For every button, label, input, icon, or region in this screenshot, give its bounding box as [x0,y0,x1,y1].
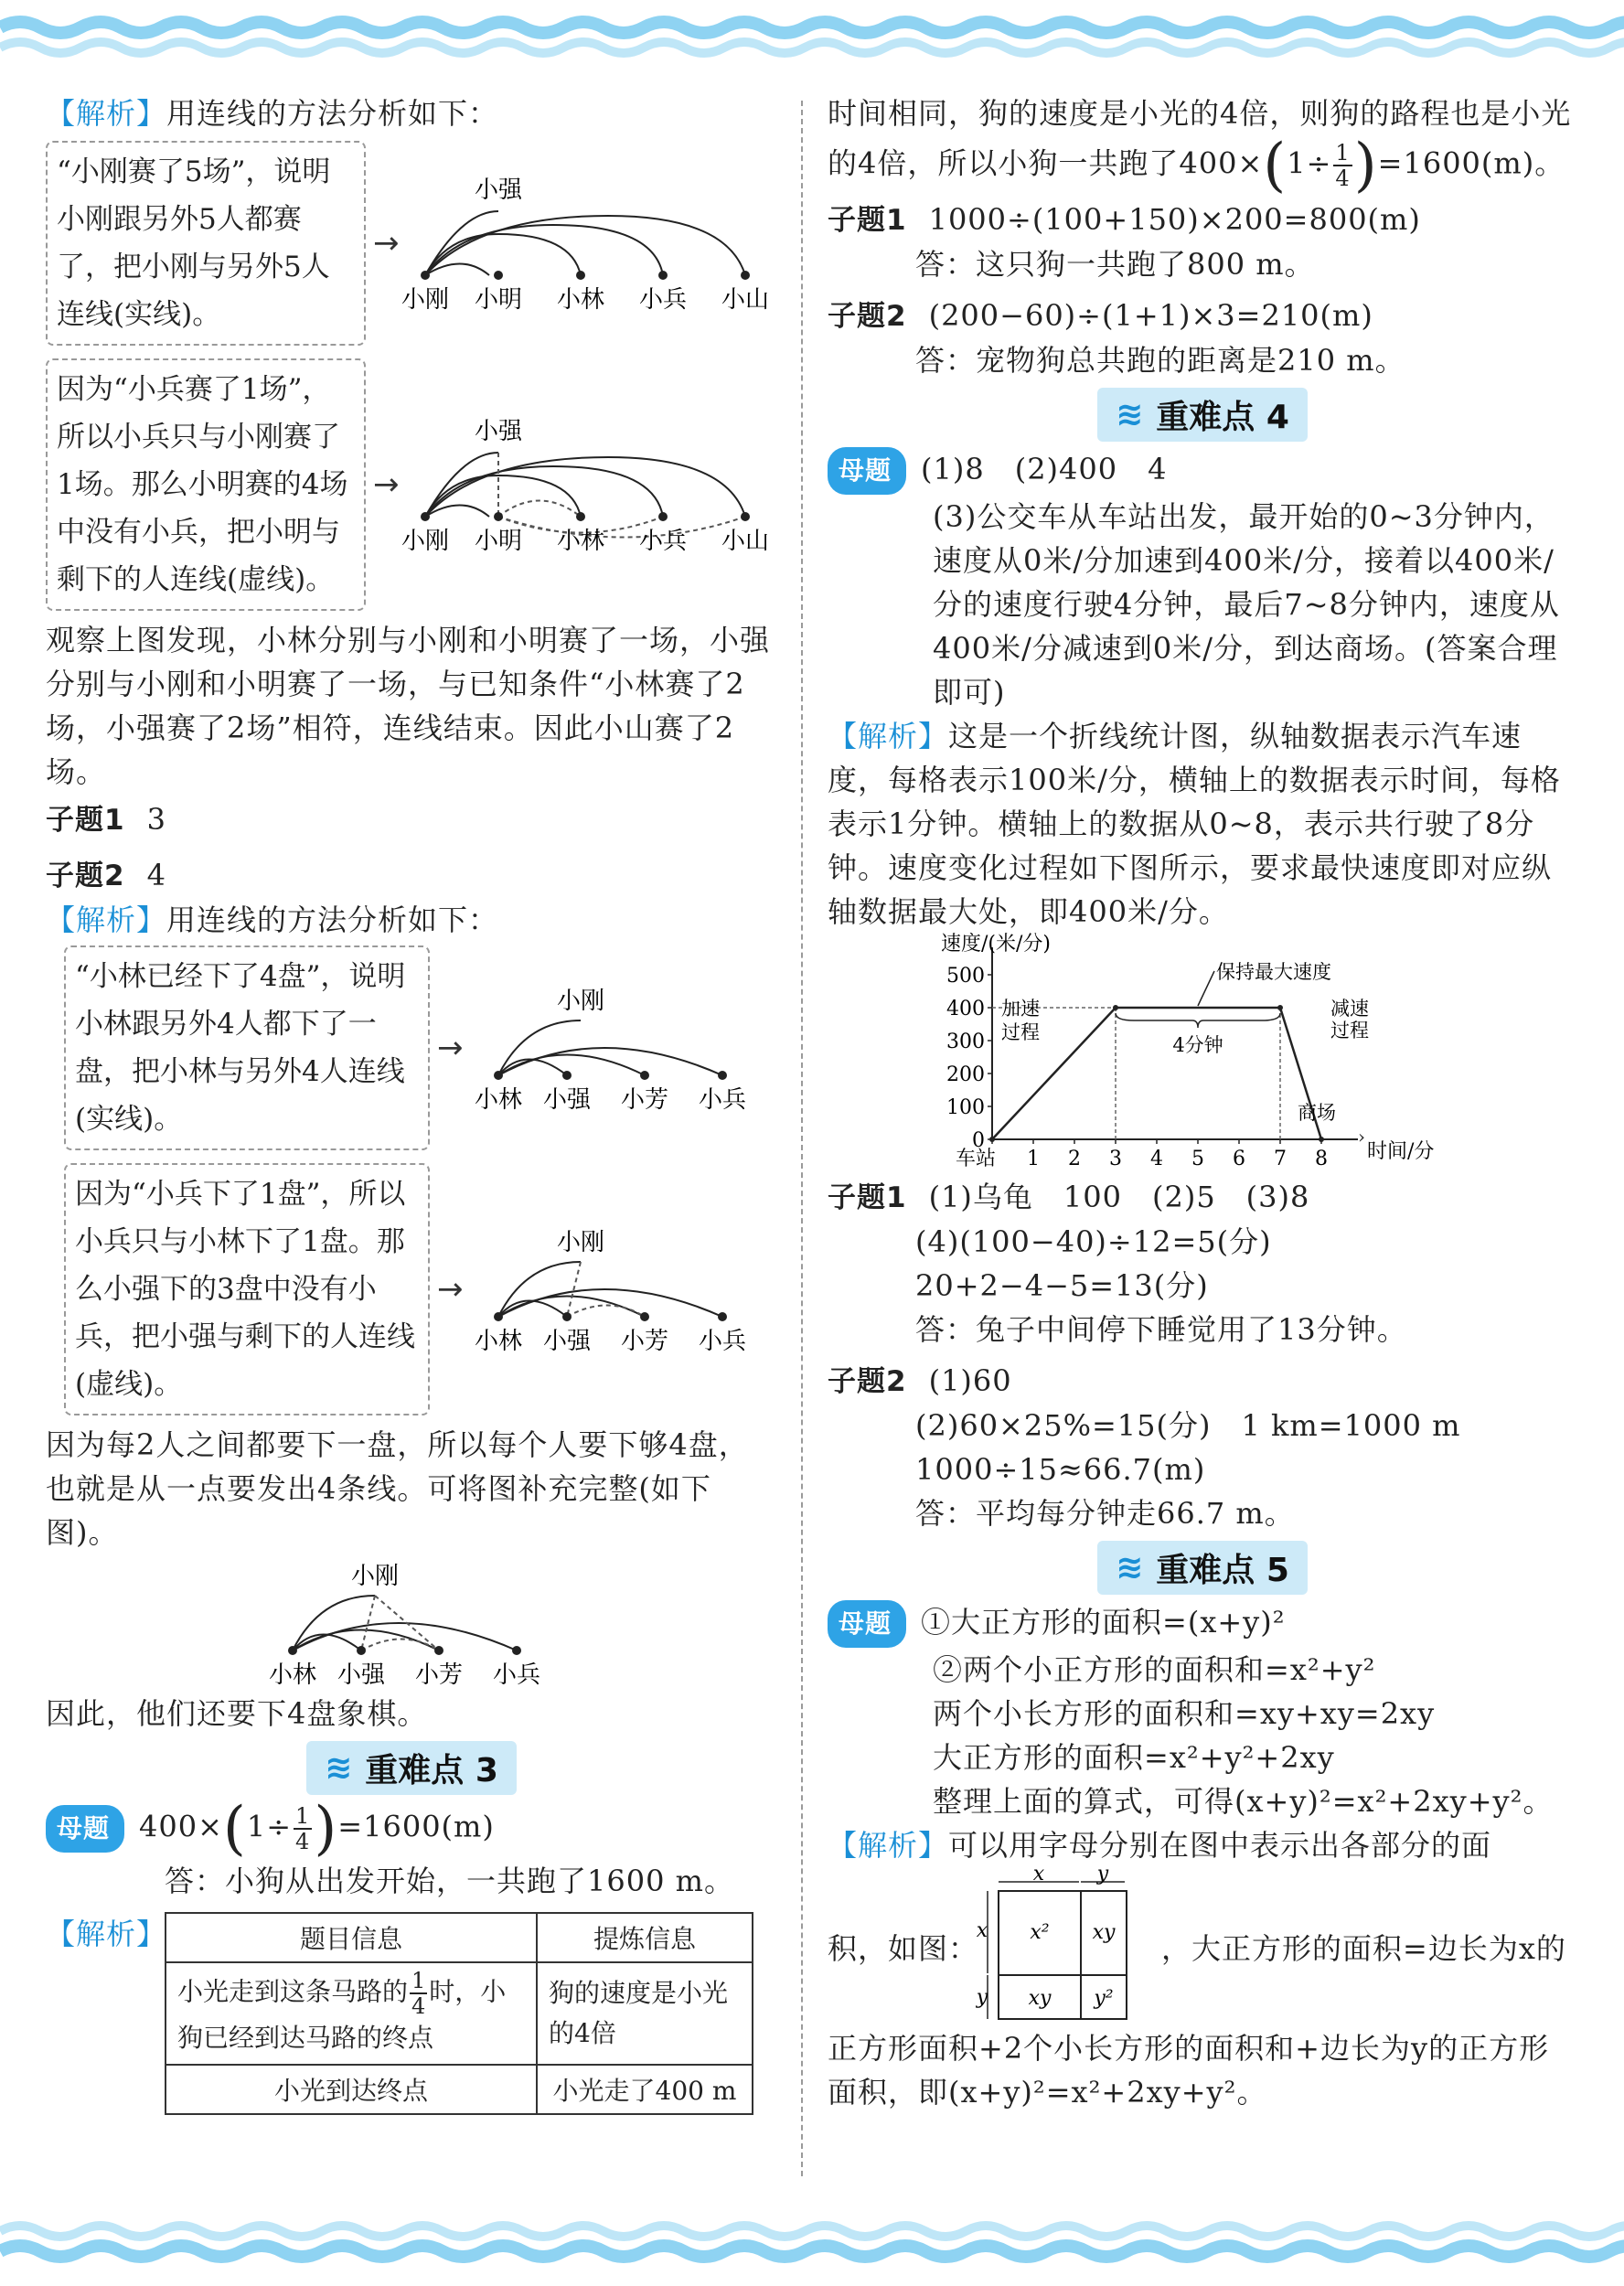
therefore-text: 因此，他们还要下4盘象棋。 [46,1696,428,1731]
waves-icon: ≋ [1116,1549,1144,1586]
info-table [165,1912,753,2115]
data-point [989,1137,995,1142]
subquestion-line: 答：兔子中间停下睡觉用了13分钟。 [915,1312,1407,1347]
dim-label: y [1096,1863,1109,1885]
node-label: 小林 [268,1661,317,1689]
analysis-tag: 【解析】 [828,1828,949,1863]
explain-box-3: “小林已经下了4盘”，说明小林跟另外4人都下了一盘，把小林与另外4人连线(实线)。 [64,945,430,1150]
waves-icon: ≋ [325,1749,353,1787]
analysis-text: 可以用字母分别在图中表示出各部分的面 [948,1828,1492,1863]
node-top-label: 小强 [474,418,522,445]
node-label: 小明 [474,528,522,555]
y-tick-label: 200 [946,1063,985,1086]
fraction-numerator: 1 [1335,140,1351,166]
tournament-diagram-2 [401,411,773,558]
x-tick-label: 5 [1191,1148,1204,1170]
table-header: 题目信息 [166,1913,537,1962]
cell-text: 小光走到这条马路的 [177,1976,409,2007]
continued-line-1: 时间相同，狗的速度是小光的4倍，则狗的路程也是小光 [828,96,1572,131]
x-tick-label: 2 [1068,1148,1081,1170]
node-label: 小林 [556,528,604,555]
subquestion-expression: 1000÷(100+150)×200=800(m) [928,202,1421,237]
subquestion-answer: (1)60 [928,1363,1012,1398]
diagram-row-4 [46,1163,777,1415]
diagram-row-2 [46,358,777,611]
heading-box [306,1741,517,1795]
node-label: 小芳 [620,1328,668,1355]
fraction-denominator: 4 [1335,166,1351,191]
node-label: 小山 [721,528,769,555]
subquestion-2-answer: 答：宠物狗总共跑的距离是210 m。 [915,343,1405,378]
section-heading-4 [828,388,1577,442]
y-tick-label: 500 [946,965,985,988]
subquestion-1b [828,1175,1577,1220]
column-divider [801,101,803,2176]
subquestion-1 [828,198,1577,242]
analysis-text: 正方形面积+2个小长方形的面积和+边长为y的正方形面积，即(x+y)²=x²+2xy+y²。 [828,2031,1550,2110]
x-tick-label: 1 [1027,1148,1040,1170]
area-label: xy [1028,1987,1052,2010]
fraction-numerator: 1 [295,1803,311,1829]
subquestion-line: 答：平均每分钟走66.7 m。 [915,1496,1295,1531]
annotation: 减速 [1330,998,1369,1020]
mother-answer: (1)8 (2)400 4 [921,452,1168,486]
expr-part: 的4倍，所以小狗一共跑了400× [828,145,1264,181]
arrow-icon: → [373,225,400,262]
node-label: 小刚 [401,286,449,314]
analysis-tag: 【解析】 [46,96,167,131]
annotation: 商场 [1298,1102,1336,1124]
mother-question-3 [46,1795,777,1863]
y-tick-label: 400 [946,998,985,1020]
x-axis-label: 时间/分 [1367,1140,1435,1163]
bottom-wave-banner [0,2204,1624,2286]
paren-right: ) [314,1795,338,1863]
y-tick-label: 100 [946,1096,985,1119]
paren-right: ) [1353,132,1378,199]
mother-answer-line: ②两个小正方形的面积和=x²+y² [933,1652,1376,1687]
explain-box-4: 因为“小兵下了1盘”，所以小兵只与小林下了1盘。那么小强下的3盘中没有小兵，把小强与剩下的人连线(虚线)。 [64,1163,430,1415]
expr-part: =1600(m)。 [1377,145,1565,181]
subquestion-answer: (1)乌龟 100 (2)5 (3)8 [928,1180,1310,1214]
annotation: 4分钟 [1172,1034,1223,1056]
right-column [828,91,1577,2114]
subquestion-label: 子题1 [828,1181,907,1214]
subquestion-label: 子题2 [828,300,907,333]
arrow-icon: → [373,466,400,503]
complete-diagram-wrap [46,1554,777,1692]
analysis-5 [828,1823,1577,1867]
chess-diagram-1 [471,979,764,1116]
subquestion-answer: 4 [146,858,166,892]
annotation: 过程 [1330,1020,1369,1042]
fraction [294,1804,312,1853]
heading-box [1097,1541,1308,1595]
heading-box [1097,388,1308,442]
heading-title: 重难点 4 [1156,399,1289,436]
analysis-2 [46,898,777,942]
analysis-text: 用连线的方法分析如下： [166,96,499,131]
paren-left: ( [222,1795,247,1863]
square-row [828,1863,1577,2026]
fraction [1333,141,1352,190]
mother-answer-3: 答：小狗从出发开始，一共跑了1600 m。 [165,1864,734,1898]
expr-part: 1÷ [1287,145,1332,181]
x-tick-label: 4 [1150,1148,1163,1170]
data-point [1277,1005,1283,1010]
section-heading-5 [828,1541,1577,1595]
x-axis-arrow: › [1358,1126,1365,1148]
table-cell: 小光走了400 m [537,2065,753,2114]
mother-answer-line: 两个小长方形的面积和=xy+xy=2xy [933,1696,1436,1731]
analysis-tag: 【解析】 [46,903,167,937]
expr-part: 1÷ [246,1809,293,1844]
node-label: 小兵 [638,286,687,314]
node-label: 小兵 [638,528,687,555]
analysis-text: 这是一个折线统计图，纵轴数据表示汽车速度，每格表示100米/分，横轴上的数据表示时间，每格表示1分钟。横轴上的数据从0~8，表示共行驶了8分钟。速度变化过程如下图所示，要求最快速度即对应纵轴数据最大处，即400米/分。 [828,719,1561,929]
analysis-text: 积，如图： [828,1931,979,1966]
node-label: 小强 [337,1661,386,1689]
node-label: 小林 [474,1086,522,1114]
y-tick-label: 300 [946,1031,985,1053]
node-label: 小芳 [414,1661,464,1689]
fraction-denominator: 4 [295,1829,311,1854]
speed-line [992,1008,1321,1139]
mother-answer-line: 整理上面的算式，可得(x+y)²=x²+2xy+y²。 [933,1784,1554,1819]
expr-part: =1600(m) [337,1809,495,1844]
mother-question-4 [828,447,1577,495]
node-top-label: 小刚 [350,1563,400,1590]
subquestion-2b [828,1359,1577,1404]
subquestion-2 [46,853,777,898]
subquestion-line: 1000÷15≈66.7(m) [915,1452,1206,1487]
x-tick-label: 6 [1233,1148,1245,1170]
dim-label: x [1032,1863,1045,1885]
table-cell: 狗的速度是小光的4倍 [537,1962,753,2065]
observation-text: 观察上图发现，小林分别与小刚和小明赛了一场，小强分别与小刚和小明赛了一场，与已知条件“小林赛了2场，小强赛了2场”相符，连线结束。因此小山赛了2场。 [46,623,771,789]
fraction-numerator: 1 [411,1968,426,1993]
x-tick-label: 3 [1109,1148,1122,1170]
cell-text: 时，小狗已经到达马路的终点 [177,1976,507,2053]
subquestion-label: 子题2 [46,860,125,892]
node-label: 小林 [556,286,604,314]
subquestion-label: 子题2 [828,1365,907,1398]
diagram-row-1 [46,141,777,346]
x-tick-label: 8 [1315,1148,1328,1170]
node-label: 小兵 [492,1661,541,1689]
square-area-diagram [976,1863,1161,2026]
mother-question-badge: 母题 [828,1600,906,1648]
fraction-denominator: 4 [411,1993,426,2019]
annotation: 过程 [1001,1021,1040,1043]
subquestion-line: (4)(100−40)÷12=5(分) [915,1224,1272,1259]
subquestion-line: (2)60×25%=15(分) 1 km=1000 m [915,1408,1461,1443]
subquestion-1 [46,797,777,842]
expr-part: 400× [139,1809,223,1844]
x-tick-label: 7 [1274,1148,1287,1170]
dim-label: x [976,1919,988,1942]
waves-icon: ≋ [1116,396,1144,433]
node-label: 小兵 [698,1086,746,1114]
tournament-diagram-1 [401,170,773,316]
table-cell [166,1962,537,2065]
mother-answer-4: (3)公交车从车站出发，最开始的0~3分钟内，速度从0米/分加速到400米/分，接着以400米/分的速度行驶4分钟，最后7~8分钟内，速度从400米/分减速到0米/分，到达商场。(答案合理即可) [933,499,1560,710]
left-column [46,91,777,2115]
node-label: 小山 [721,286,769,314]
chess-diagram-complete [265,1554,558,1692]
node-top-label: 小强 [474,176,522,204]
speed-line-chart [919,933,1435,1171]
data-point [1319,1137,1324,1142]
mother-answer: ①大正方形的面积=(x+y)² [921,1605,1286,1640]
subquestion-answer: 3 [146,802,166,837]
dim-label: y [976,1986,988,2009]
analysis-tag: 【解析】 [46,1917,167,1951]
analysis-text: 用连线的方法分析如下： [166,903,499,937]
top-wave-banner [0,0,1624,73]
analysis-tag: 【解析】 [828,719,949,753]
section-heading-3 [46,1741,777,1795]
mother-question-badge: 母题 [828,447,906,495]
node-label: 小芳 [620,1086,668,1114]
subquestion-1-answer: 答：这只狗一共跑了800 m。 [915,247,1315,282]
table-row [166,1962,753,2065]
node-label: 小兵 [698,1328,746,1355]
mother-question-5 [828,1600,1577,1648]
because-text: 因为每2人之间都要下一盘，所以每个人要下够4盘，也就是从一点要发出4条线。可将图补充完整(如下图)。 [46,1427,749,1550]
analysis-text: ，大正方形的面积=边长为x的 [1161,1931,1566,1966]
node-label: 小强 [542,1086,591,1114]
node-label: 小强 [542,1328,591,1355]
x-tick-label: 车站 [955,1148,997,1170]
table-cell: 小光到达终点 [166,2065,537,2114]
chess-diagram-2 [471,1221,764,1358]
y-axis-label: 速度/(米/分) [941,933,1051,956]
subquestion-line: 20+2−4−5=13(分) [915,1268,1209,1303]
node-top-label: 小刚 [556,988,604,1015]
subquestion-2 [828,294,1577,338]
fraction [410,1969,427,2018]
analysis-1 [46,91,777,135]
annotation: 加速 [1001,998,1040,1020]
explain-box-2: 因为“小兵赛了1场”，所以小兵只与小刚赛了1场。那么小明赛的4场中没有小兵，把小明与剩下的人连线(虚线)。 [46,358,366,611]
table-row [166,2065,753,2114]
y-tick-label: 0 [972,1129,985,1152]
arrow-icon: → [437,1030,464,1066]
table-header: 提炼信息 [537,1913,753,1962]
duration-brace [1116,1013,1280,1028]
area-label: x² [1030,1921,1050,1944]
node-label: 小林 [474,1328,522,1355]
paren-left: ( [1263,132,1287,199]
area-label: xy [1092,1921,1116,1944]
annotation: 保持最大速度 [1216,961,1331,983]
node-label: 小明 [474,286,522,314]
data-point [1113,1005,1118,1010]
arrow-icon: → [437,1271,464,1308]
subquestion-label: 子题1 [46,804,125,837]
analysis-3 [46,1912,777,2115]
explain-box-1: “小刚赛了5场”，说明小刚跟另外5人都赛了，把小刚与另外5人连线(实线)。 [46,141,366,346]
node-label: 小刚 [401,528,449,555]
subquestion-label: 子题1 [828,204,907,237]
annotation-pointer [1198,971,1214,1006]
table-header-row [166,1913,753,1962]
area-label: y² [1094,1987,1114,2010]
mother-question-badge: 母题 [46,1805,124,1853]
mother-answer-line: 大正方形的面积=x²+y²+2xy [933,1740,1335,1775]
analysis-4 [828,714,1577,934]
heading-title: 重难点 3 [365,1752,498,1789]
subquestion-expression: (200−60)÷(1+1)×3=210(m) [928,298,1373,333]
node-top-label: 小刚 [556,1229,604,1256]
diagram-row-3 [46,945,777,1150]
continued-line-2 [828,132,1577,199]
heading-title: 重难点 5 [1156,1552,1289,1589]
